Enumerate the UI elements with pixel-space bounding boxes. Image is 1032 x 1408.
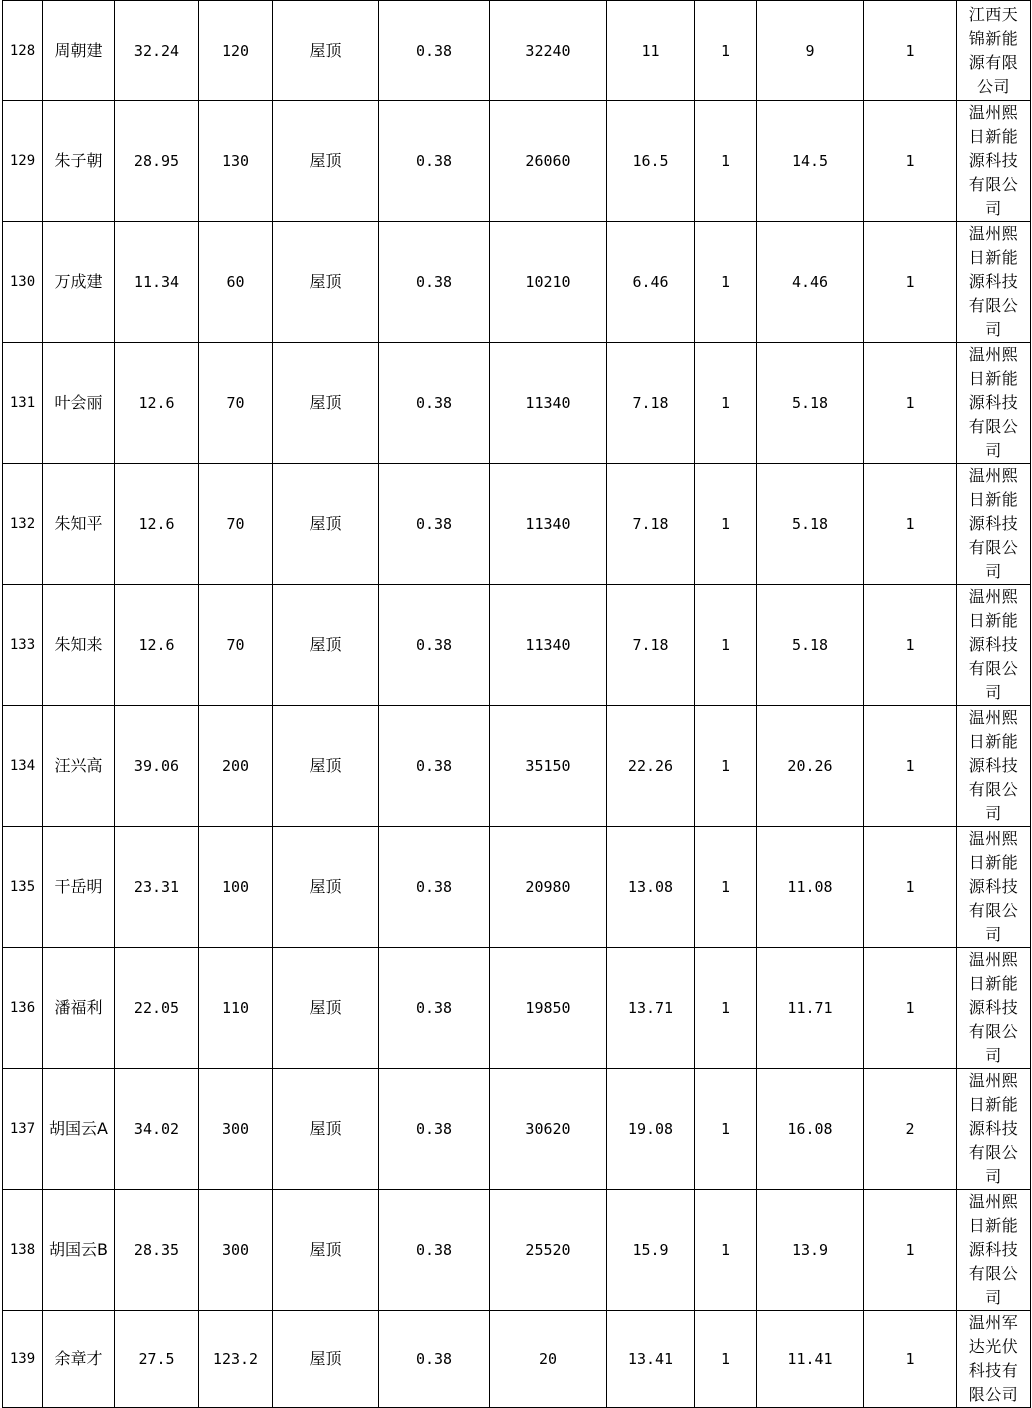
- install-type: 屋顶: [273, 948, 379, 1069]
- table-row: [3, 1190, 1031, 1311]
- col-5-value: 7.18: [607, 585, 695, 706]
- col-1-value: 11.34: [115, 222, 199, 343]
- col-2-value: 123.2: [199, 1311, 273, 1408]
- owner-name: 叶会丽: [43, 343, 115, 464]
- col-2-value: 70: [199, 585, 273, 706]
- col-4-value: 26060: [490, 101, 607, 222]
- col-5-value: 15.9: [607, 1190, 695, 1311]
- row-index: 128: [3, 1, 43, 101]
- owner-name: 朱知平: [43, 464, 115, 585]
- col-2-value: 70: [199, 464, 273, 585]
- company-name: 江西天锦新能源有限公司: [957, 1, 1031, 101]
- col-1-value: 39.06: [115, 706, 199, 827]
- owner-name: 周朝建: [43, 1, 115, 101]
- col-6-value: 1: [695, 1, 757, 101]
- col-2-value: 110: [199, 948, 273, 1069]
- row-index: 136: [3, 948, 43, 1069]
- table-row: [3, 948, 1031, 1069]
- row-index: 138: [3, 1190, 43, 1311]
- col-6-value: 1: [695, 464, 757, 585]
- install-type: 屋顶: [273, 464, 379, 585]
- table-body: [3, 1, 1031, 1408]
- col-3-value: 0.38: [379, 948, 490, 1069]
- table-row: [3, 1, 1031, 101]
- col-6-value: 1: [695, 101, 757, 222]
- company-name: 温州熙日新能源科技有限公司: [957, 343, 1031, 464]
- table-row: [3, 827, 1031, 948]
- col-1-value: 23.31: [115, 827, 199, 948]
- owner-name: 潘福利: [43, 948, 115, 1069]
- col-8-value: 1: [864, 1, 957, 101]
- col-5-value: 6.46: [607, 222, 695, 343]
- col-3-value: 0.38: [379, 343, 490, 464]
- col-2-value: 120: [199, 1, 273, 101]
- install-type: 屋顶: [273, 222, 379, 343]
- col-8-value: 1: [864, 585, 957, 706]
- install-type: 屋顶: [273, 1311, 379, 1408]
- col-2-value: 300: [199, 1190, 273, 1311]
- install-type: 屋顶: [273, 827, 379, 948]
- row-index: 137: [3, 1069, 43, 1190]
- col-4-value: 32240: [490, 1, 607, 101]
- company-name: 温州熙日新能源科技有限公司: [957, 1190, 1031, 1311]
- col-8-value: 1: [864, 222, 957, 343]
- col-5-value: 13.41: [607, 1311, 695, 1408]
- owner-name: 余章才: [43, 1311, 115, 1408]
- col-2-value: 300: [199, 1069, 273, 1190]
- col-7-value: 11.41: [757, 1311, 864, 1408]
- col-8-value: 1: [864, 1190, 957, 1311]
- col-2-value: 200: [199, 706, 273, 827]
- col-4-value: 20980: [490, 827, 607, 948]
- col-7-value: 9: [757, 1, 864, 101]
- col-3-value: 0.38: [379, 1311, 490, 1408]
- col-7-value: 13.9: [757, 1190, 864, 1311]
- col-5-value: 7.18: [607, 343, 695, 464]
- col-8-value: 1: [864, 827, 957, 948]
- owner-name: 朱子朝: [43, 101, 115, 222]
- col-6-value: 1: [695, 222, 757, 343]
- col-1-value: 28.35: [115, 1190, 199, 1311]
- data-table: [2, 0, 1031, 1408]
- row-index: 135: [3, 827, 43, 948]
- install-type: 屋顶: [273, 1069, 379, 1190]
- install-type: 屋顶: [273, 101, 379, 222]
- table-row: [3, 343, 1031, 464]
- col-8-value: 1: [864, 1311, 957, 1408]
- col-4-value: 10210: [490, 222, 607, 343]
- col-3-value: 0.38: [379, 101, 490, 222]
- col-3-value: 0.38: [379, 222, 490, 343]
- col-5-value: 13.71: [607, 948, 695, 1069]
- col-8-value: 2: [864, 1069, 957, 1190]
- col-4-value: 20: [490, 1311, 607, 1408]
- table-row: [3, 585, 1031, 706]
- col-3-value: 0.38: [379, 706, 490, 827]
- col-1-value: 34.02: [115, 1069, 199, 1190]
- company-name: 温州熙日新能源科技有限公司: [957, 222, 1031, 343]
- table-row: [3, 706, 1031, 827]
- col-3-value: 0.38: [379, 1069, 490, 1190]
- col-2-value: 70: [199, 343, 273, 464]
- col-6-value: 1: [695, 1069, 757, 1190]
- col-1-value: 12.6: [115, 464, 199, 585]
- company-name: 温州熙日新能源科技有限公司: [957, 464, 1031, 585]
- row-index: 132: [3, 464, 43, 585]
- col-6-value: 1: [695, 948, 757, 1069]
- company-name: 温州熙日新能源科技有限公司: [957, 1069, 1031, 1190]
- company-name: 温州熙日新能源科技有限公司: [957, 101, 1031, 222]
- owner-name: 胡国云B: [43, 1190, 115, 1311]
- col-2-value: 60: [199, 222, 273, 343]
- col-1-value: 28.95: [115, 101, 199, 222]
- install-type: 屋顶: [273, 343, 379, 464]
- install-type: 屋顶: [273, 706, 379, 827]
- owner-name: 朱知来: [43, 585, 115, 706]
- col-7-value: 11.71: [757, 948, 864, 1069]
- install-type: 屋顶: [273, 1190, 379, 1311]
- company-name: 温州熙日新能源科技有限公司: [957, 585, 1031, 706]
- col-1-value: 22.05: [115, 948, 199, 1069]
- col-3-value: 0.38: [379, 464, 490, 585]
- col-5-value: 19.08: [607, 1069, 695, 1190]
- company-name: 温州熙日新能源科技有限公司: [957, 827, 1031, 948]
- col-7-value: 5.18: [757, 464, 864, 585]
- col-6-value: 1: [695, 585, 757, 706]
- col-5-value: 13.08: [607, 827, 695, 948]
- col-6-value: 1: [695, 1190, 757, 1311]
- col-8-value: 1: [864, 343, 957, 464]
- col-7-value: 16.08: [757, 1069, 864, 1190]
- col-3-value: 0.38: [379, 1190, 490, 1311]
- row-index: 129: [3, 101, 43, 222]
- col-8-value: 1: [864, 464, 957, 585]
- col-6-value: 1: [695, 706, 757, 827]
- col-7-value: 4.46: [757, 222, 864, 343]
- table-row: [3, 464, 1031, 585]
- col-7-value: 5.18: [757, 343, 864, 464]
- col-3-value: 0.38: [379, 827, 490, 948]
- row-index: 133: [3, 585, 43, 706]
- row-index: 134: [3, 706, 43, 827]
- table-row: [3, 101, 1031, 222]
- row-index: 139: [3, 1311, 43, 1408]
- col-3-value: 0.38: [379, 585, 490, 706]
- company-name: 温州熙日新能源科技有限公司: [957, 706, 1031, 827]
- col-4-value: 11340: [490, 585, 607, 706]
- table-row: [3, 222, 1031, 343]
- owner-name: 万成建: [43, 222, 115, 343]
- col-8-value: 1: [864, 948, 957, 1069]
- col-7-value: 14.5: [757, 101, 864, 222]
- table-row: [3, 1311, 1031, 1408]
- col-1-value: 27.5: [115, 1311, 199, 1408]
- col-7-value: 20.26: [757, 706, 864, 827]
- col-3-value: 0.38: [379, 1, 490, 101]
- col-4-value: 19850: [490, 948, 607, 1069]
- col-1-value: 12.6: [115, 343, 199, 464]
- row-index: 130: [3, 222, 43, 343]
- owner-name: 汪兴高: [43, 706, 115, 827]
- table-row: [3, 1069, 1031, 1190]
- col-2-value: 130: [199, 101, 273, 222]
- col-7-value: 11.08: [757, 827, 864, 948]
- owner-name: 干岳明: [43, 827, 115, 948]
- col-6-value: 1: [695, 1311, 757, 1408]
- install-type: 屋顶: [273, 1, 379, 101]
- owner-name: 胡国云A: [43, 1069, 115, 1190]
- col-4-value: 35150: [490, 706, 607, 827]
- col-5-value: 22.26: [607, 706, 695, 827]
- col-4-value: 30620: [490, 1069, 607, 1190]
- install-type: 屋顶: [273, 585, 379, 706]
- col-5-value: 11: [607, 1, 695, 101]
- col-8-value: 1: [864, 706, 957, 827]
- company-name: 温州军达光伏科技有限公司: [957, 1311, 1031, 1408]
- row-index: 131: [3, 343, 43, 464]
- col-4-value: 11340: [490, 343, 607, 464]
- col-7-value: 5.18: [757, 585, 864, 706]
- col-1-value: 32.24: [115, 1, 199, 101]
- col-6-value: 1: [695, 343, 757, 464]
- col-5-value: 7.18: [607, 464, 695, 585]
- col-6-value: 1: [695, 827, 757, 948]
- col-8-value: 1: [864, 101, 957, 222]
- col-1-value: 12.6: [115, 585, 199, 706]
- col-4-value: 11340: [490, 464, 607, 585]
- col-2-value: 100: [199, 827, 273, 948]
- company-name: 温州熙日新能源科技有限公司: [957, 948, 1031, 1069]
- col-4-value: 25520: [490, 1190, 607, 1311]
- col-5-value: 16.5: [607, 101, 695, 222]
